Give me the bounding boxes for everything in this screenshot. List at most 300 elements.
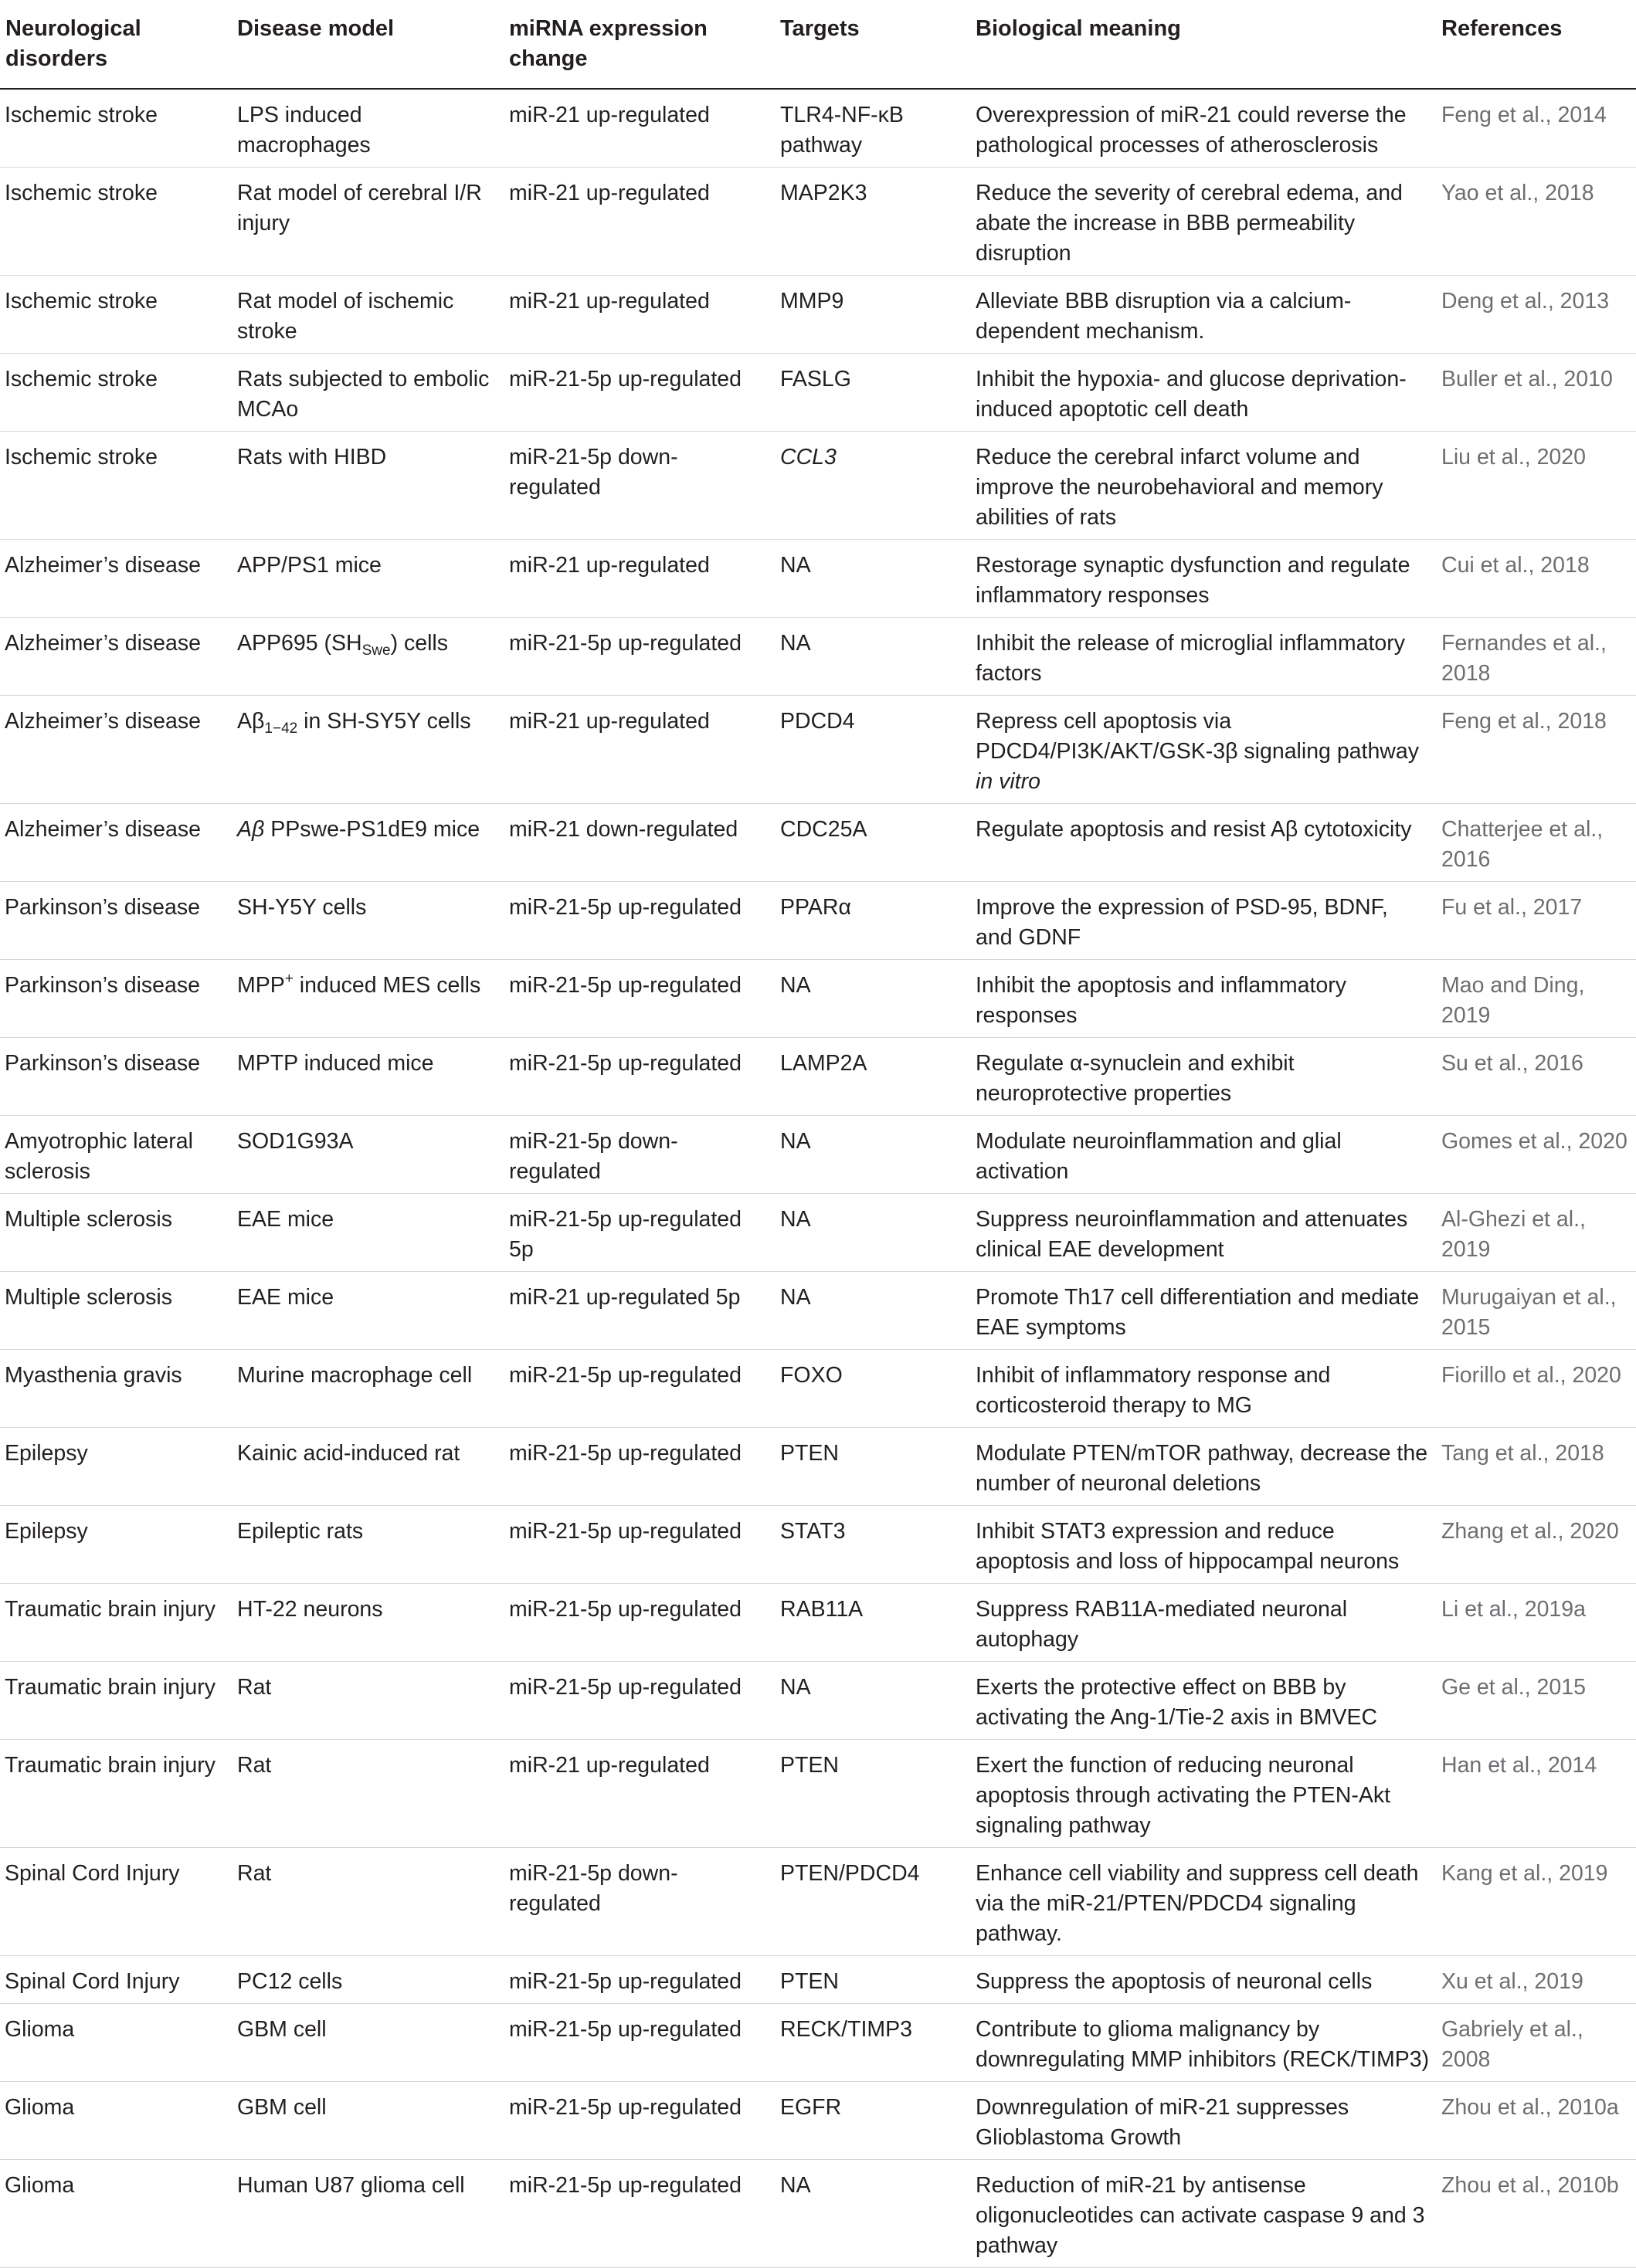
cell-reference (1436, 432, 1636, 540)
cell-disease-model-text: Rat model of cerebral I/R injury (237, 181, 482, 236)
table-row (0, 89, 1636, 168)
cell-expression-change-text: miR-21 up-regulated (509, 289, 710, 314)
cell-expression-change (504, 2082, 775, 2160)
cell-biological-meaning (970, 2004, 1436, 2082)
cell-expression-change (504, 1506, 775, 1584)
cell-expression-change-text: miR-21-5p up-regulated (509, 1597, 742, 1622)
cell-disorder (0, 540, 232, 618)
cell-disease-model (232, 1956, 504, 2004)
cell-disease-model-text: SH-Y5Y cells (237, 895, 367, 920)
cell-disease-model (232, 1506, 504, 1584)
model-suffix: ) cells (390, 631, 448, 656)
cell-expression-change (504, 1116, 775, 1194)
cell-biological-meaning-text: Reduce the cerebral infarct volume and improve the neurobehavioral and memory abilities of rats (976, 445, 1383, 530)
cell-expression-change (504, 960, 775, 1038)
mirna-table (0, 12, 1636, 2268)
cell-biological-meaning (970, 804, 1436, 882)
cell-disorder-text: Traumatic brain injury (5, 1675, 216, 1700)
cell-disorder-text: Multiple sclerosis (5, 1207, 172, 1232)
model-subscript: 1−42 (264, 720, 298, 737)
cell-disease-model-text: MPP (237, 973, 285, 998)
cell-disease-model-text: HT-22 neurons (237, 1597, 383, 1622)
cell-disorder-text: Traumatic brain injury (5, 1753, 216, 1778)
cell-biological-meaning-text: Inhibit STAT3 expression and reduce apoptosis and loss of hippocampal neurons (976, 1519, 1400, 1574)
cell-expression-change (504, 2004, 775, 2082)
cell-biological-meaning (970, 89, 1436, 168)
cell-biological-meaning (970, 1194, 1436, 1272)
cell-targets (775, 276, 970, 354)
cell-disease-model (232, 1662, 504, 1740)
cell-targets-text: NA (780, 631, 811, 656)
cell-targets (775, 1662, 970, 1740)
cell-expression-change (504, 1038, 775, 1116)
cell-disorder-text: Ischemic stroke (5, 289, 158, 314)
cell-reference (1436, 1584, 1636, 1662)
cell-biological-meaning-text: Overexpression of miR-21 could reverse the pathological processes of atherosclerosis (976, 103, 1407, 158)
cell-biological-meaning-text: Suppress RAB11A-mediated neuronal autophagy (976, 1597, 1348, 1652)
header-mirna-expression-change: miRNA expression change (504, 12, 775, 89)
cell-reference (1436, 354, 1636, 432)
cell-expression-change-text: miR-21-5p up-regulated (509, 1051, 742, 1076)
cell-reference (1436, 1848, 1636, 1956)
cell-disorder (0, 960, 232, 1038)
cell-reference-text: Yao et al., 2018 (1441, 181, 1594, 205)
cell-targets-text: PDCD4 (780, 709, 855, 734)
cell-targets (775, 1350, 970, 1428)
cell-reference-text: Zhang et al., 2020 (1441, 1519, 1619, 1544)
cell-targets (775, 2160, 970, 2268)
cell-reference-text: Zhou et al., 2010b (1441, 2173, 1619, 2198)
table-row (0, 1740, 1636, 1848)
cell-expression-change (504, 1662, 775, 1740)
cell-disorder (0, 1272, 232, 1350)
cell-disease-model-text: Human U87 glioma cell (237, 2173, 465, 2198)
cell-expression-change (504, 1584, 775, 1662)
cell-targets-text: MMP9 (780, 289, 844, 314)
cell-disorder (0, 1848, 232, 1956)
cell-disease-model (232, 618, 504, 696)
cell-targets-text: FOXO (780, 1363, 843, 1388)
cell-expression-change-text: miR-21-5p up-regulated 5p (509, 1207, 742, 1262)
cell-targets-text: RAB11A (780, 1597, 864, 1622)
cell-targets-text: FASLG (780, 367, 851, 392)
cell-targets-text: PTEN (780, 1753, 840, 1778)
model-suffix: PPswe-PS1dE9 mice (264, 817, 480, 842)
cell-disease-model (232, 2004, 504, 2082)
cell-disorder-text: Glioma (5, 2173, 75, 2198)
cell-reference-text: Zhou et al., 2010a (1441, 2095, 1619, 2120)
cell-disease-model (232, 960, 504, 1038)
header-disease-model: Disease model (232, 12, 504, 89)
cell-biological-meaning-text: Alleviate BBB disruption via a calcium-dependent mechanism. (976, 289, 1352, 344)
cell-reference-text: Mao and Ding, 2019 (1441, 973, 1585, 1028)
cell-reference-text: Kang et al., 2019 (1441, 1861, 1608, 1886)
cell-reference (1436, 618, 1636, 696)
cell-biological-meaning (970, 2082, 1436, 2160)
cell-expression-change (504, 432, 775, 540)
cell-disease-model-text: Rat model of ischemic stroke (237, 289, 454, 344)
cell-reference (1436, 1272, 1636, 1350)
cell-disorder-text: Parkinson’s disease (5, 1051, 200, 1076)
model-superscript: + (284, 971, 294, 987)
cell-reference-text: Ge et al., 2015 (1441, 1675, 1586, 1700)
cell-reference-text: Li et al., 2019a (1441, 1597, 1586, 1622)
cell-targets (775, 89, 970, 168)
cell-targets (775, 540, 970, 618)
cell-disease-model (232, 1848, 504, 1956)
cell-expression-change-text: miR-21-5p down-regulated (509, 1129, 678, 1184)
cell-disorder (0, 1038, 232, 1116)
cell-biological-meaning (970, 540, 1436, 618)
table-row (0, 2004, 1636, 2082)
cell-reference-text: Chatterjee et al., 2016 (1441, 817, 1604, 872)
cell-reference-text: Fiorillo et al., 2020 (1441, 1363, 1621, 1388)
cell-disease-model-text: Aβ (237, 709, 265, 734)
cell-targets-text: STAT3 (780, 1519, 846, 1544)
cell-disease-model (232, 276, 504, 354)
table-body (0, 89, 1636, 2268)
table-row (0, 1272, 1636, 1350)
cell-disease-model (232, 1194, 504, 1272)
cell-disorder (0, 1584, 232, 1662)
cell-reference (1436, 2082, 1636, 2160)
cell-targets-text: EGFR (780, 2095, 842, 2120)
table-row (0, 1350, 1636, 1428)
cell-disorder-text: Spinal Cord Injury (5, 1969, 180, 1994)
cell-expression-change (504, 1848, 775, 1956)
cell-expression-change-text: miR-21-5p up-regulated (509, 2095, 742, 2120)
cell-expression-change-text: miR-21 down-regulated (509, 817, 738, 842)
cell-disorder-text: Epilepsy (5, 1441, 88, 1466)
cell-biological-meaning (970, 1272, 1436, 1350)
cell-disease-model-text: GBM cell (237, 2017, 327, 2042)
cell-disease-model-text: Kainic acid-induced rat (237, 1441, 460, 1466)
cell-expression-change-text: miR-21 up-regulated (509, 181, 710, 205)
cell-disease-model-text: APP/PS1 mice (237, 553, 382, 578)
cell-targets (775, 1740, 970, 1848)
table-row (0, 276, 1636, 354)
cell-biological-meaning-text: Inhibit the apoptosis and inflammatory responses (976, 973, 1347, 1028)
cell-expression-change-text: miR-21-5p up-regulated (509, 895, 742, 920)
cell-biological-meaning (970, 1038, 1436, 1116)
cell-targets (775, 1956, 970, 2004)
cell-disorder-text: Alzheimer’s disease (5, 709, 201, 734)
cell-biological-meaning-text: Inhibit of inflammatory response and corticosteroid therapy to MG (976, 1363, 1331, 1418)
cell-reference (1436, 1956, 1636, 2004)
cell-reference-text: Tang et al., 2018 (1441, 1441, 1604, 1466)
header-targets: Targets (775, 12, 970, 89)
table-row (0, 432, 1636, 540)
cell-disease-model-text: Aβ (237, 817, 265, 842)
cell-targets (775, 1506, 970, 1584)
cell-reference-text: Fernandes et al., 2018 (1441, 631, 1607, 686)
cell-reference-text: Feng et al., 2014 (1441, 103, 1607, 127)
cell-disorder-text: Ischemic stroke (5, 181, 158, 205)
cell-reference (1436, 804, 1636, 882)
cell-disorder-text: Parkinson’s disease (5, 973, 200, 998)
cell-disease-model (232, 432, 504, 540)
cell-disease-model (232, 1038, 504, 1116)
cell-disorder (0, 89, 232, 168)
cell-reference-text: Liu et al., 2020 (1441, 445, 1586, 470)
cell-expression-change-text: miR-21-5p up-regulated (509, 1441, 742, 1466)
cell-reference (1436, 276, 1636, 354)
cell-targets-text: MAP2K3 (780, 181, 867, 205)
cell-expression-change-text: miR-21-5p up-regulated (509, 973, 742, 998)
cell-targets-text: CDC25A (780, 817, 867, 842)
cell-disorder (0, 882, 232, 960)
cell-disease-model-text: Rat (237, 1675, 272, 1700)
cell-biological-meaning-text: Improve the expression of PSD-95, BDNF, and GDNF (976, 895, 1388, 950)
cell-reference-text: Fu et al., 2017 (1441, 895, 1583, 920)
header-neurological-disorders: Neurological disorders (0, 12, 232, 89)
cell-targets-text: NA (780, 2173, 811, 2198)
cell-biological-meaning (970, 1956, 1436, 2004)
cell-expression-change (504, 354, 775, 432)
cell-biological-meaning-text: Contribute to glioma malignancy by downregulating MMP inhibitors (RECK/TIMP3) (976, 2017, 1430, 2072)
cell-biological-meaning (970, 1506, 1436, 1584)
cell-reference (1436, 2160, 1636, 2268)
cell-disease-model (232, 882, 504, 960)
cell-targets (775, 960, 970, 1038)
cell-reference (1436, 696, 1636, 804)
cell-disorder (0, 354, 232, 432)
cell-disease-model (232, 89, 504, 168)
cell-reference-text: Xu et al., 2019 (1441, 1969, 1583, 1994)
cell-disease-model-text: SOD1G93A (237, 1129, 354, 1154)
table-row (0, 168, 1636, 276)
cell-biological-meaning-text: Enhance cell viability and suppress cell death via the miR-21/PTEN/PDCD4 signaling pathway. (976, 1861, 1419, 1946)
cell-reference (1436, 540, 1636, 618)
cell-reference-text: Gabriely et al., 2008 (1441, 2017, 1583, 2072)
cell-expression-change-text: miR-21-5p down-regulated (509, 1861, 678, 1916)
model-suffix: in SH-SY5Y cells (297, 709, 471, 734)
cell-targets (775, 1272, 970, 1350)
cell-disorder-text: Alzheimer’s disease (5, 553, 201, 578)
cell-biological-meaning (970, 168, 1436, 276)
cell-reference-text: Buller et al., 2010 (1441, 367, 1613, 392)
cell-disease-model (232, 804, 504, 882)
cell-targets (775, 1194, 970, 1272)
cell-expression-change-text: miR-21-5p up-regulated (509, 2017, 742, 2042)
cell-disorder-text: Ischemic stroke (5, 103, 158, 127)
cell-disorder (0, 1428, 232, 1506)
cell-reference-text: Su et al., 2016 (1441, 1051, 1583, 1076)
cell-disease-model-text: EAE mice (237, 1285, 334, 1310)
cell-disease-model-text: Rat (237, 1861, 272, 1886)
cell-expression-change (504, 540, 775, 618)
cell-targets (775, 432, 970, 540)
cell-targets (775, 1428, 970, 1506)
cell-reference (1436, 2004, 1636, 2082)
cell-disease-model-text: Rat (237, 1753, 272, 1778)
cell-reference (1436, 1116, 1636, 1194)
cell-expression-change (504, 804, 775, 882)
cell-biological-meaning-text: Regulate α-synuclein and exhibit neuroprotective properties (976, 1051, 1295, 1106)
cell-disorder (0, 618, 232, 696)
cell-targets (775, 696, 970, 804)
cell-biological-meaning-text: Suppress the apoptosis of neuronal cells (976, 1969, 1373, 1994)
cell-expression-change (504, 1350, 775, 1428)
cell-reference-text: Cui et al., 2018 (1441, 553, 1590, 578)
cell-expression-change (504, 618, 775, 696)
table-row (0, 1956, 1636, 2004)
cell-disorder-text: Spinal Cord Injury (5, 1861, 180, 1886)
cell-disorder-text: Traumatic brain injury (5, 1597, 216, 1622)
cell-biological-meaning-text: Downregulation of miR-21 suppresses Glioblastoma Growth (976, 2095, 1349, 2150)
cell-reference (1436, 1662, 1636, 1740)
header-references: References (1436, 12, 1636, 89)
cell-disease-model-text: MPTP induced mice (237, 1051, 434, 1076)
cell-biological-meaning-text: Regulate apoptosis and resist Aβ cytotoxicity (976, 817, 1412, 842)
table-row (0, 2082, 1636, 2160)
cell-expression-change (504, 168, 775, 276)
cell-targets-text: LAMP2A (780, 1051, 867, 1076)
cell-disease-model-text: LPS induced macrophages (237, 103, 371, 158)
cell-reference (1436, 168, 1636, 276)
cell-reference-text: Deng et al., 2013 (1441, 289, 1610, 314)
cell-disease-model-text: PC12 cells (237, 1969, 343, 1994)
cell-biological-meaning-text: Reduction of miR-21 by antisense oligonucleotides can activate caspase 9 and 3 pathway (976, 2173, 1425, 2258)
cell-disorder-text: Multiple sclerosis (5, 1285, 172, 1310)
cell-disorder-text: Glioma (5, 2095, 75, 2120)
table-row (0, 1194, 1636, 1272)
cell-targets (775, 1038, 970, 1116)
cell-targets-text: RECK/TIMP3 (780, 2017, 913, 2042)
cell-reference (1436, 882, 1636, 960)
cell-disorder (0, 804, 232, 882)
cell-biological-meaning (970, 2160, 1436, 2268)
cell-targets-text: CCL3 (780, 445, 837, 470)
cell-targets (775, 2082, 970, 2160)
cell-expression-change-text: miR-21 up-regulated (509, 103, 710, 127)
cell-expression-change (504, 89, 775, 168)
cell-expression-change (504, 696, 775, 804)
cell-biological-meaning (970, 882, 1436, 960)
table-row (0, 960, 1636, 1038)
table-row (0, 354, 1636, 432)
cell-expression-change-text: miR-21 up-regulated (509, 553, 710, 578)
cell-disease-model (232, 1584, 504, 1662)
cell-expression-change-text: miR-21-5p up-regulated (509, 1363, 742, 1388)
cell-targets (775, 1116, 970, 1194)
cell-disorder-text: Parkinson’s disease (5, 895, 200, 920)
cell-biological-meaning-text: Restorage synaptic dysfunction and regulate inflammatory responses (976, 553, 1410, 608)
cell-disease-model (232, 2082, 504, 2160)
model-subscript: Swe (361, 642, 391, 659)
cell-disorder (0, 2082, 232, 2160)
cell-expression-change-text: miR-21 up-regulated (509, 1753, 710, 1778)
cell-biological-meaning-text: Modulate neuroinflammation and glial activation (976, 1129, 1342, 1184)
cell-biological-meaning-text: Exert the function of reducing neuronal apoptosis through activating the PTEN-Akt signaling pathway (976, 1753, 1391, 1838)
cell-biological-meaning-text: Promote Th17 cell differentiation and mediate EAE symptoms (976, 1285, 1420, 1340)
cell-disease-model (232, 696, 504, 804)
cell-disease-model (232, 1116, 504, 1194)
cell-disease-model-text: APP695 (SH (237, 631, 362, 656)
cell-disorder (0, 1350, 232, 1428)
cell-disorder-text: Amyotrophic lateral sclerosis (5, 1129, 193, 1184)
cell-reference-text: Murugaiyan et al., 2015 (1441, 1285, 1617, 1340)
cell-biological-meaning (970, 1584, 1436, 1662)
cell-targets (775, 2004, 970, 2082)
cell-reference (1436, 1194, 1636, 1272)
cell-biological-meaning-text: Reduce the severity of cerebral edema, and abate the increase in BBB permeability disruption (976, 181, 1403, 266)
cell-disease-model (232, 540, 504, 618)
cell-reference-text: Han et al., 2014 (1441, 1753, 1597, 1778)
cell-targets-text: PTEN/PDCD4 (780, 1861, 920, 1886)
cell-targets-text: PTEN (780, 1969, 840, 1994)
cell-biological-meaning (970, 1428, 1436, 1506)
cell-targets-text: NA (780, 553, 811, 578)
cell-biological-meaning (970, 1662, 1436, 1740)
cell-targets (775, 168, 970, 276)
cell-biological-meaning (970, 354, 1436, 432)
cell-disease-model-text: GBM cell (237, 2095, 327, 2120)
cell-disease-model (232, 1350, 504, 1428)
cell-disease-model (232, 1272, 504, 1350)
cell-disorder (0, 1506, 232, 1584)
table-row (0, 1428, 1636, 1506)
cell-disorder (0, 1116, 232, 1194)
cell-reference (1436, 1740, 1636, 1848)
cell-disease-model-text: Murine macrophage cell (237, 1363, 473, 1388)
table-row (0, 540, 1636, 618)
meaning-italic: in vitro (976, 769, 1040, 794)
cell-reference (1436, 960, 1636, 1038)
cell-targets-text: NA (780, 973, 811, 998)
cell-reference-text: Feng et al., 2018 (1441, 709, 1607, 734)
cell-expression-change-text: miR-21-5p down-regulated (509, 445, 678, 500)
cell-expression-change-text: miR-21-5p up-regulated (509, 1675, 742, 1700)
cell-targets (775, 354, 970, 432)
cell-expression-change (504, 1956, 775, 2004)
cell-biological-meaning (970, 1848, 1436, 1956)
cell-reference (1436, 1428, 1636, 1506)
cell-expression-change (504, 1194, 775, 1272)
header-row (0, 12, 1636, 89)
cell-disease-model (232, 2160, 504, 2268)
cell-expression-change (504, 1428, 775, 1506)
table-row (0, 804, 1636, 882)
table-row (0, 1848, 1636, 1956)
cell-biological-meaning (970, 1116, 1436, 1194)
cell-targets (775, 618, 970, 696)
cell-targets (775, 1584, 970, 1662)
cell-disease-model (232, 168, 504, 276)
cell-disorder-text: Glioma (5, 2017, 75, 2042)
table-row (0, 1038, 1636, 1116)
cell-biological-meaning-text: Modulate PTEN/mTOR pathway, decrease the number of neuronal deletions (976, 1441, 1428, 1496)
cell-disorder (0, 1662, 232, 1740)
cell-targets (775, 1848, 970, 1956)
cell-expression-change-text: miR-21-5p up-regulated (509, 1519, 742, 1544)
cell-expression-change-text: miR-21-5p up-regulated (509, 2173, 742, 2198)
cell-biological-meaning-text: Suppress neuroinflammation and attenuates clinical EAE development (976, 1207, 1408, 1262)
cell-expression-change (504, 882, 775, 960)
header-biological-meaning: Biological meaning (970, 12, 1436, 89)
cell-disorder (0, 1194, 232, 1272)
cell-targets-text: PTEN (780, 1441, 840, 1466)
cell-disorder (0, 696, 232, 804)
cell-biological-meaning (970, 696, 1436, 804)
cell-disorder (0, 2004, 232, 2082)
cell-disease-model-text: Rats with HIBD (237, 445, 387, 470)
cell-biological-meaning-text: Exerts the protective effect on BBB by activating the Ang-1/Tie-2 axis in BMVEC (976, 1675, 1378, 1730)
cell-disease-model-text: Rats subjected to embolic MCAo (237, 367, 490, 422)
cell-reference (1436, 1350, 1636, 1428)
cell-disorder (0, 276, 232, 354)
cell-biological-meaning-text: Inhibit the hypoxia- and glucose deprivation-induced apoptotic cell death (976, 367, 1407, 422)
